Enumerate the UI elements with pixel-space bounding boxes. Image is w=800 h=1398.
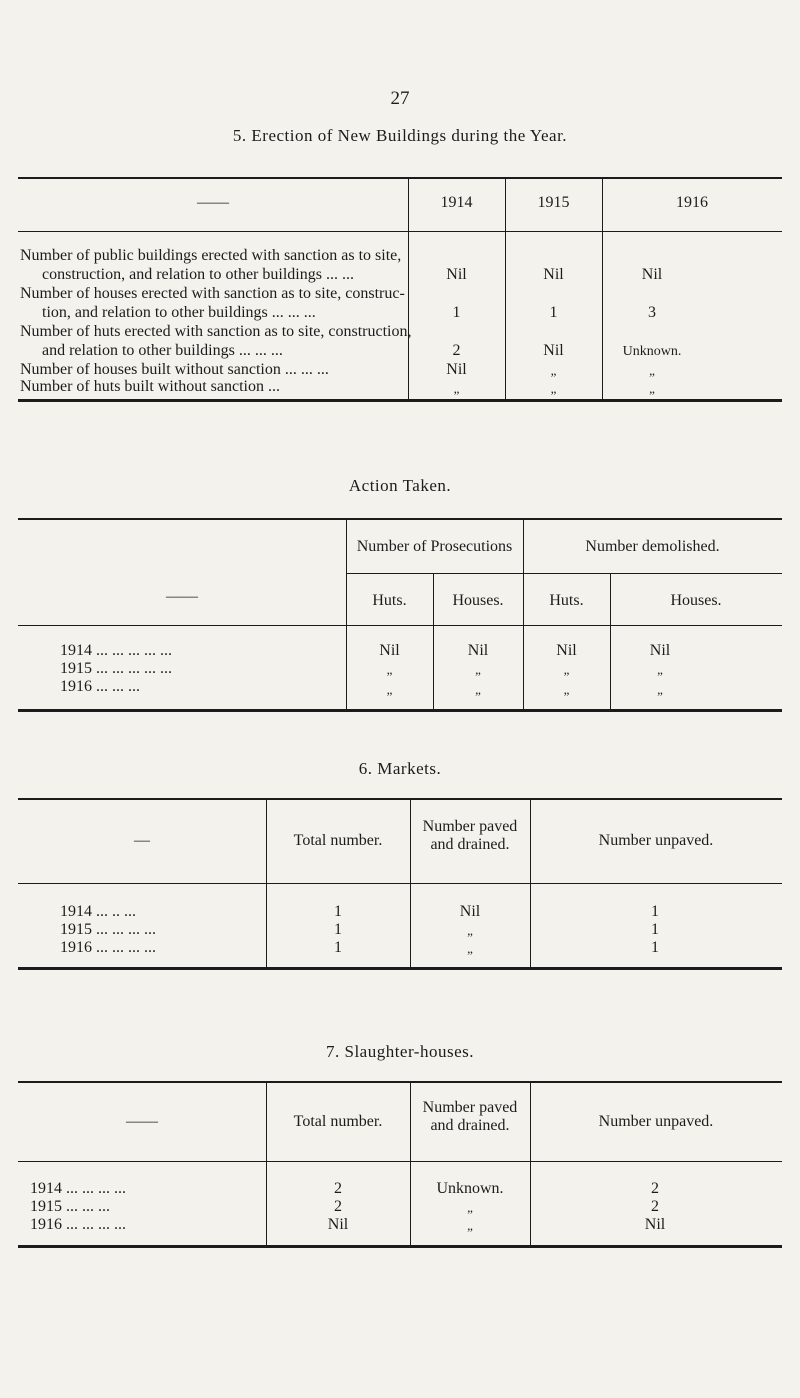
s5-cell: 1 [549,304,558,321]
action-cell: „ [563,682,570,697]
s5-cell: Nil [446,266,467,283]
markets-cell: 1 [334,921,342,938]
s5-row-label: Number of huts erected with sanction as to site, construction, [20,323,412,340]
action-cell: Nil [467,642,489,659]
action-cell: Nil [649,642,671,659]
markets-cell: 1 [651,939,659,956]
action-cell: „ [386,662,393,677]
action-cell: Nil [556,642,577,659]
action-group-header: Number demolished. [585,538,720,555]
slaughter-year: 1915 ... ... ... [30,1198,110,1215]
markets-cell: „ [467,923,473,938]
markets-cell: 1 [334,939,342,956]
s5-cell: Nil [641,266,663,283]
slaughter-col-divider [530,1082,531,1246]
s5-cell: Nil [446,361,467,378]
markets-header-rule [18,883,782,884]
markets-col-divider [530,799,531,968]
action-heading: Action Taken. [348,476,452,495]
s5-cell: „ [550,381,557,396]
s5-year-header: 1916 [676,194,708,211]
s5-row-label: and relation to other buildings ... ... ... [42,342,283,359]
markets-cell: 1 [651,921,659,938]
s5-bottom-rule [18,399,782,402]
slaughter-cell: 2 [334,1198,342,1215]
s5-cell: 2 [452,342,461,359]
s5-cell: „ [649,381,655,396]
s5-top-rule [18,177,782,179]
action-bottom-rule [18,709,782,712]
markets-year: 1915 ... ... ... ... [60,921,156,938]
action-header-rule [18,625,782,626]
s5-row-label: Number of houses built without sanction ... ... ... [20,361,329,378]
markets-year: 1916 ... ... ... ... [60,939,156,956]
slaughter-header-rule [18,1161,782,1162]
action-cell: „ [475,682,481,697]
s5-cell: „ [550,363,557,378]
markets-header: Total number. [293,832,383,849]
slaughter-header: Number unpaved. [598,1113,714,1130]
markets-bottom-rule [18,967,782,970]
slaughter-cell: 2 [334,1180,342,1197]
action-year: 1914 ... ... ... ... ... [60,642,172,659]
slaughter-heading: 7. Slaughter-houses. [325,1042,474,1061]
s5-row-label: Number of public buildings erected with sanction as to site, [20,247,402,264]
markets-cell: „ [467,941,473,956]
section5-heading: 5. Erection of New Buildings during the Year. [232,126,568,145]
markets-cell: 1 [651,903,659,920]
s5-cell: „ [453,381,460,396]
s5-cell: Nil [543,342,564,359]
s5-cell: Unknown. [622,344,682,359]
s5-header-rule [18,231,782,232]
s5-row-label: tion, and relation to other buildings ... ... ... [42,304,316,321]
s5-year-header: 1914 [440,194,473,211]
action-cell: „ [563,662,570,677]
slaughter-year: 1916 ... ... ... ... [30,1216,126,1233]
slaughter-cell: Nil [644,1216,666,1233]
page-number: 27 [390,88,410,109]
slaughter-cell: „ [467,1200,473,1215]
action-year: 1915 ... ... ... ... ... [60,660,172,677]
action-corner: —— [166,588,198,605]
action-group-rule [346,573,782,574]
action-sub-header: Houses. [452,592,504,609]
markets-cell: 1 [334,903,342,920]
markets-year: 1914 ... .. ... [60,903,136,920]
slaughter-header: Number paved and drained. [422,1099,518,1134]
slaughter-header: Total number. [293,1113,383,1130]
s5-row-label: Number of huts built without sanction ... [20,378,280,395]
markets-cell: Nil [459,903,481,920]
action-cell: „ [657,662,663,677]
action-cell: „ [657,682,663,697]
s5-cell: 1 [452,304,461,321]
markets-corner: — [134,832,150,849]
action-cell: „ [386,682,393,697]
action-cell: Nil [379,642,400,659]
s5-cell: 3 [648,304,656,321]
action-group-header: Number of Prosecutions [356,538,513,555]
s5-cell: „ [649,363,655,378]
action-cell: „ [475,662,481,677]
markets-header: Number paved and drained. [422,818,518,853]
slaughter-corner: —— [126,1113,158,1130]
slaughter-bottom-rule [18,1245,782,1248]
action-sub-header: Huts. [372,592,407,609]
slaughter-cell: Nil [327,1216,349,1233]
slaughter-cell: 2 [651,1198,659,1215]
action-sub-header: Huts. [549,592,584,609]
slaughter-year: 1914 ... ... ... ... [30,1180,126,1197]
markets-top-rule [18,798,782,800]
slaughter-cell: „ [467,1218,473,1233]
s5-year-header: 1915 [537,194,570,211]
s5-row-label: Number of houses erected with sanction as to site, construc- [20,285,405,302]
slaughter-cell: Unknown. [436,1180,504,1197]
s5-corner: —— [197,194,229,211]
s5-row-label: construction, and relation to other buildings ... ... [42,266,354,283]
slaughter-top-rule [18,1081,782,1083]
s5-cell: Nil [543,266,564,283]
markets-header: Number unpaved. [598,832,714,849]
slaughter-cell: 2 [651,1180,659,1197]
action-top-rule [18,518,782,520]
markets-heading: 6. Markets. [358,759,442,778]
action-sub-header: Houses. [670,592,722,609]
action-year: 1916 ... ... ... [60,678,140,695]
